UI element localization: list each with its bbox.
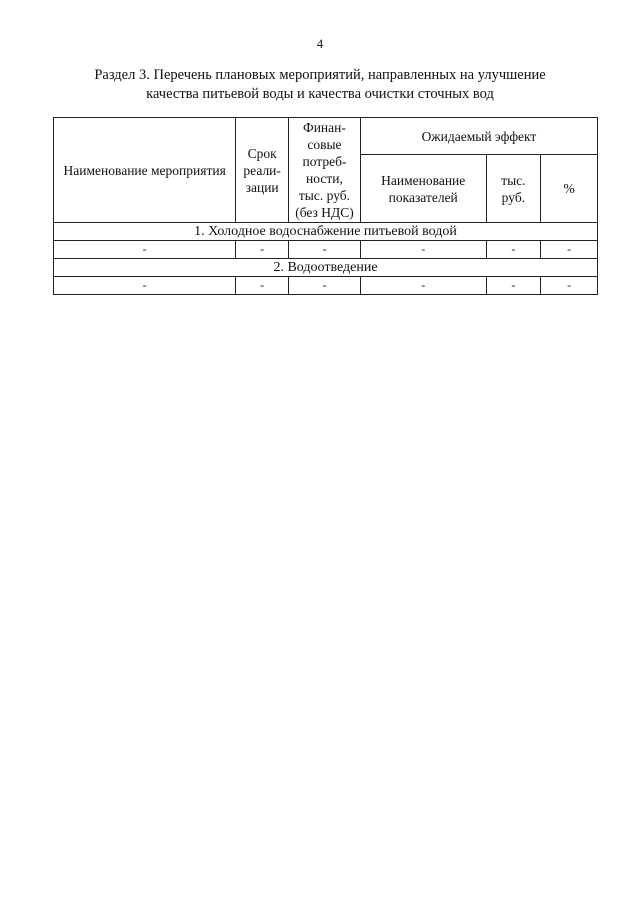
page-number: 4 <box>316 36 324 51</box>
table-header-row <box>54 118 598 155</box>
header-term-line: зации <box>245 179 279 195</box>
table-cell: - <box>236 277 289 295</box>
table-row <box>54 241 598 259</box>
table-cell: - <box>541 277 598 295</box>
header-finance <box>289 118 361 223</box>
table-cell: - <box>541 241 598 259</box>
table-cell: - <box>54 241 236 259</box>
header-percent: % <box>541 155 598 223</box>
table-cell: - <box>360 277 486 295</box>
table-cell: - <box>360 241 486 259</box>
table-cell: - <box>289 277 361 295</box>
group-title: 1. Холодное водоснабжение питьевой водой <box>54 223 598 241</box>
group-row-wastewater <box>54 259 598 277</box>
header-thousand-rub <box>486 155 541 223</box>
header-indicators-line: Наименование <box>381 172 466 188</box>
header-expected-effect: Ожидаемый эффект <box>360 118 597 155</box>
header-term-line: реали- <box>243 162 281 178</box>
table-cell: - <box>486 277 541 295</box>
table-cell: - <box>236 241 289 259</box>
header-finance-line: совые <box>307 137 342 152</box>
header-finance-line: потреб- <box>302 154 347 169</box>
header-indicators-line: показателей <box>388 189 458 205</box>
header-term <box>236 118 289 223</box>
header-finance-line: ности, <box>306 171 343 186</box>
measures-table <box>53 117 598 295</box>
header-finance-line: (без НДС) <box>295 205 354 220</box>
header-finance-line: тыс. руб. <box>298 188 351 203</box>
section-title-line-1: Раздел 3. Перечень плановых мероприятий, направленных на улучшение <box>94 67 546 83</box>
group-title: 2. Водоотведение <box>54 259 598 277</box>
header-term-line: Срок <box>247 145 277 161</box>
header-finance-line: Финан- <box>303 120 346 135</box>
section-title-line-2: качества питьевой воды и качества очистки сточных вод <box>146 86 494 102</box>
table-cell: - <box>486 241 541 259</box>
table-row <box>54 277 598 295</box>
header-thousand-rub-line: руб. <box>501 189 526 205</box>
group-row-cold-water <box>54 223 598 241</box>
header-measure-name: Наименование мероприятия <box>54 118 236 223</box>
table-cell: - <box>289 241 361 259</box>
section-title <box>40 66 600 104</box>
header-indicators <box>360 155 486 223</box>
header-thousand-rub-line: тыс. <box>501 172 526 188</box>
table-cell: - <box>54 277 236 295</box>
